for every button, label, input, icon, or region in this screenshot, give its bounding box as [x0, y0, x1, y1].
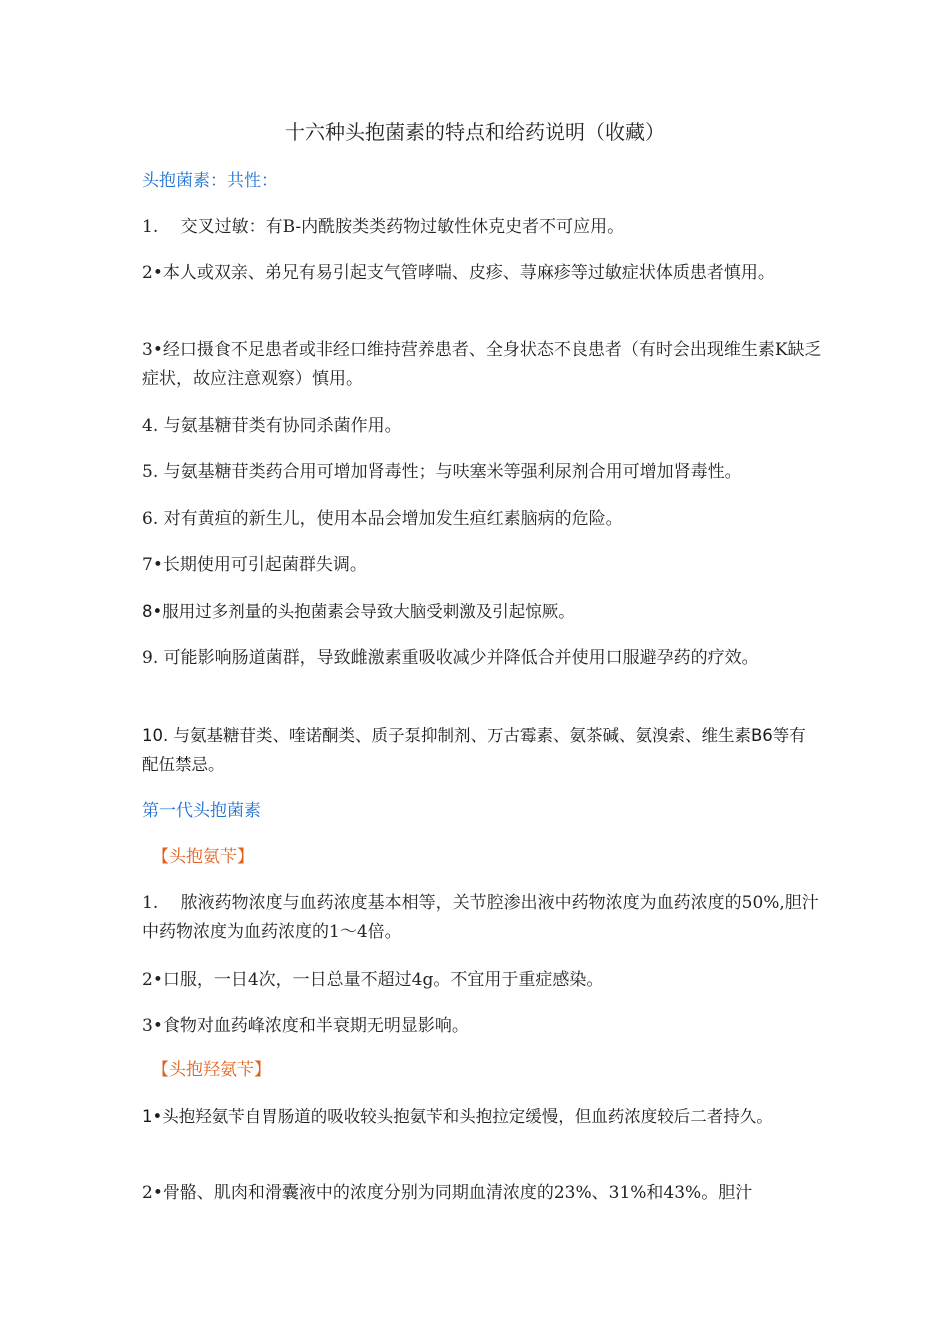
paragraph-drug2-2: 2•骨骼、肌肉和滑囊液中的浓度分别为同期血清浓度的23%、31%和43%。胆汁	[142, 1183, 753, 1203]
paragraph-common-5: 5. 与氨基糖苷类药合用可增加肾毒性；与呋塞米等强利尿剂合用可增加肾毒性。	[142, 462, 742, 482]
paragraph-common-3: 3•经口摄食不足患者或非经口维持营养患者、全身状态不良患者（有时会出现维生素K缺乏症状，故应注意观察）慎用。	[142, 340, 822, 389]
paragraph-drug1-2: 2•口服，一日4次，一日总量不超过4g。不宜用于重症感染。	[142, 970, 604, 990]
paragraph-common-10: 10. 与氨基糖苷类、喹诺酮类、质子泵抑制剂、万古霉素、氨茶碱、氨溴索、维生素B6等有配伍禁忌。	[142, 726, 806, 774]
document-title: 十六种头抱菌素的特点和给药说明（收藏）	[285, 120, 665, 144]
paragraph-common-1: 1. 交叉过敏：有B-内酰胺类类药物过敏性休克史者不可应用。	[142, 217, 625, 237]
section-heading-first-gen: 第一代头抱菌素	[142, 801, 261, 821]
paragraph-drug2-1: 1•头抱羟氨苄自胃肠道的吸收较头抱氨苄和头抱拉定缓慢，但血药浓度较后二者持久。	[142, 1107, 773, 1126]
paragraph-common-8: 8•服用过多剂量的头抱菌素会导致大脑受刺激及引起惊厥。	[142, 602, 575, 621]
paragraph-drug1-1: 1. 脓液药物浓度与血药浓度基本相等，关节腔渗出液中药物浓度为血药浓度的50%,胆汁中药物浓度为血药浓度的1〜4倍。	[142, 893, 819, 942]
paragraph-common-6: 6. 对有黄疸的新生儿，使用本品会增加发生疸红素脑病的危险。	[142, 509, 623, 529]
drug-heading-cefalexin: 【头抱氨苄】	[152, 847, 254, 867]
paragraph-common-9: 9. 可能影响肠道菌群，导致雌激素重吸收减少并降低合并使用口服避孕药的疗效。	[142, 648, 759, 668]
section-heading-common: 头抱菌素：共性：	[142, 171, 278, 191]
paragraph-common-2: 2•本人或双亲、弟兄有易引起支气管哮喘、皮疹、荨麻疹等过敏症状体质患者慎用。	[142, 263, 775, 283]
paragraph-drug1-3: 3•食物对血药峰浓度和半衰期无明显影响。	[142, 1016, 469, 1036]
drug-heading-cefadroxil: 【头抱羟氨苄】	[152, 1060, 271, 1080]
paragraph-common-4: 4. 与氨基糖苷类有协同杀菌作用。	[142, 416, 402, 436]
paragraph-common-7: 7•长期使用可引起菌群失调。	[142, 555, 367, 575]
